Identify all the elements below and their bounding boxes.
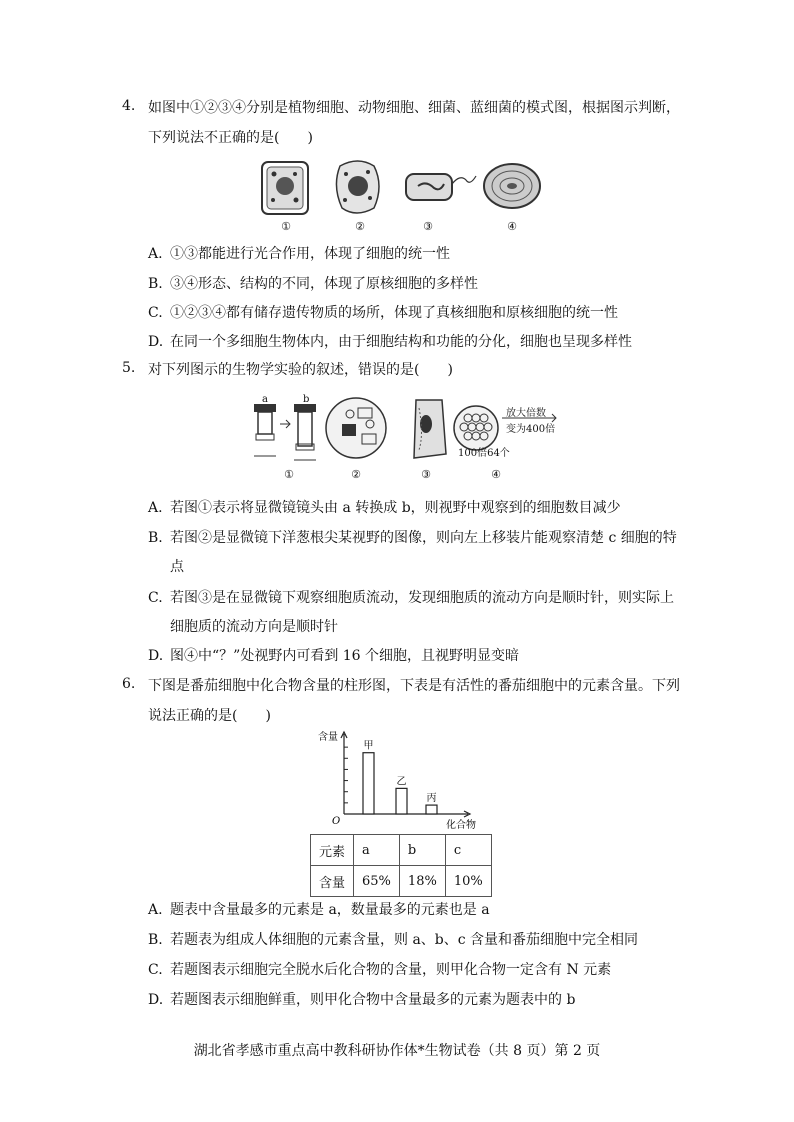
table-cell: 18% [399, 866, 445, 897]
q5-fig-label-3: ③ [421, 468, 431, 481]
bar-丙 [426, 805, 437, 814]
q4-fig-label-2: ② [355, 220, 365, 233]
q6-option-c: C. 若题图表示细胞完全脱水后化合物的含量，则甲化合物一定含有 N 元素 [148, 962, 612, 978]
q5-fig4-bottom-text: 100倍64个 [458, 448, 510, 459]
q4-option-c: C. ①②③④都有储存遗传物质的场所，体现了真核细胞和原核细胞的统一性 [148, 305, 618, 321]
q4-number: 4. [122, 98, 136, 114]
origin-label: O [332, 816, 341, 827]
bacterium-figure [406, 174, 476, 200]
objective-lens-figure [254, 404, 316, 460]
q4-fig-label-1: ① [281, 220, 291, 233]
page-footer: 湖北省孝感市重点高中教科研协作体*生物试卷（共 8 页）第 2 页 [193, 1043, 601, 1059]
bar-label: 乙 [396, 776, 407, 788]
q5-fig4-mid-text: 变为400倍 [506, 424, 556, 435]
q6-number: 6. [122, 676, 136, 692]
cyanobacterium-figure [484, 164, 540, 208]
bar-甲 [363, 753, 374, 814]
q6-option-d: D. 若题图表示细胞鲜重，则甲化合物中含量最多的元素为题表中的 b [148, 992, 576, 1008]
table-cell: 10% [445, 866, 491, 897]
q4-fig-label-3: ③ [423, 220, 433, 233]
table-cell: 含量 [311, 866, 354, 897]
root-tip-field-figure [326, 398, 386, 458]
q5-fig4-top-text: 放大倍数 [506, 408, 546, 419]
q5-fig-label-4: ④ [491, 468, 501, 481]
q5-fig-label-2: ② [351, 468, 361, 481]
x-axis-label: 化合物 [446, 820, 476, 830]
q5-fig1-letter-b: b [303, 394, 310, 405]
q5-option-c: C. 若图③是在显微镜下观察细胞质流动，发现细胞质的流动方向是顺时针，则实际上 [148, 590, 674, 606]
q6-stem-line1: 下图是番茄细胞中化合物含量的柱形图，下表是有活性的番茄细胞中的元素含量。下列 [148, 678, 680, 694]
q5-fig1-letter-a: a [262, 394, 268, 405]
q5-option-a: A. 若图①表示将显微镜镜头由 a 转换成 b，则视野中观察到的细胞数目减少 [148, 500, 621, 516]
table-cell: a [354, 835, 400, 866]
table-header-row [311, 835, 492, 866]
q5-option-c-cont: 细胞质的流动方向是顺时针 [170, 619, 338, 635]
q4-fig-label-4: ④ [507, 220, 517, 233]
q6-element-table [310, 834, 492, 897]
bar-label: 丙 [426, 793, 437, 805]
q4-stem-line1: 如图中①②③④分别是植物细胞、动物细胞、细菌、蓝细菌的模式图，根据图示判断， [148, 100, 680, 116]
q5-fig-label-1: ① [284, 468, 294, 481]
animal-cell-figure [336, 161, 379, 213]
q5-number: 5. [122, 360, 136, 376]
plant-cell-figure [262, 162, 308, 214]
q6-option-a: A. 题表中含量最多的元素是 a，数量最多的元素也是 a [148, 902, 490, 918]
table-cell: 元素 [311, 835, 354, 866]
q5-stem: 对下列图示的生物学实验的叙述，错误的是( ) [148, 362, 453, 378]
q5-option-d: D. 图④中“？”处视野内可看到 16 个细胞，且视野明显变暗 [148, 648, 520, 664]
table-cell: c [445, 835, 491, 866]
q4-stem-line2: 下列说法不正确的是( ) [148, 130, 313, 146]
q6-stem-line2: 说法正确的是( ) [148, 708, 271, 724]
q5-option-b: B. 若图②是显微镜下洋葱根尖某视野的图像，则向左上移装片能观察清楚 c 细胞的特 [148, 530, 677, 546]
q6-option-b: B. 若题表为组成人体细胞的元素含量，则 a、b、c 含量和番茄细胞中完全相同 [148, 932, 639, 948]
q4-option-d: D. 在同一个多细胞生物体内，由于细胞结构和功能的分化，细胞也呈现多样性 [148, 334, 632, 350]
bar-乙 [396, 788, 407, 814]
leaf-cell-figure [414, 400, 446, 458]
table-cell: 65% [354, 866, 400, 897]
q5-option-b-cont: 点 [170, 559, 184, 575]
bar-label: 甲 [363, 740, 374, 752]
table-cell: b [399, 835, 445, 866]
y-axis-label: 含量 [318, 732, 338, 743]
q4-option-a: A. ①③都能进行光合作用，体现了细胞的统一性 [148, 246, 450, 262]
q4-option-b: B. ③④形态、结构的不同，体现了原核细胞的多样性 [148, 276, 478, 292]
q6-bar-chart [318, 726, 498, 830]
table-row [311, 866, 492, 897]
